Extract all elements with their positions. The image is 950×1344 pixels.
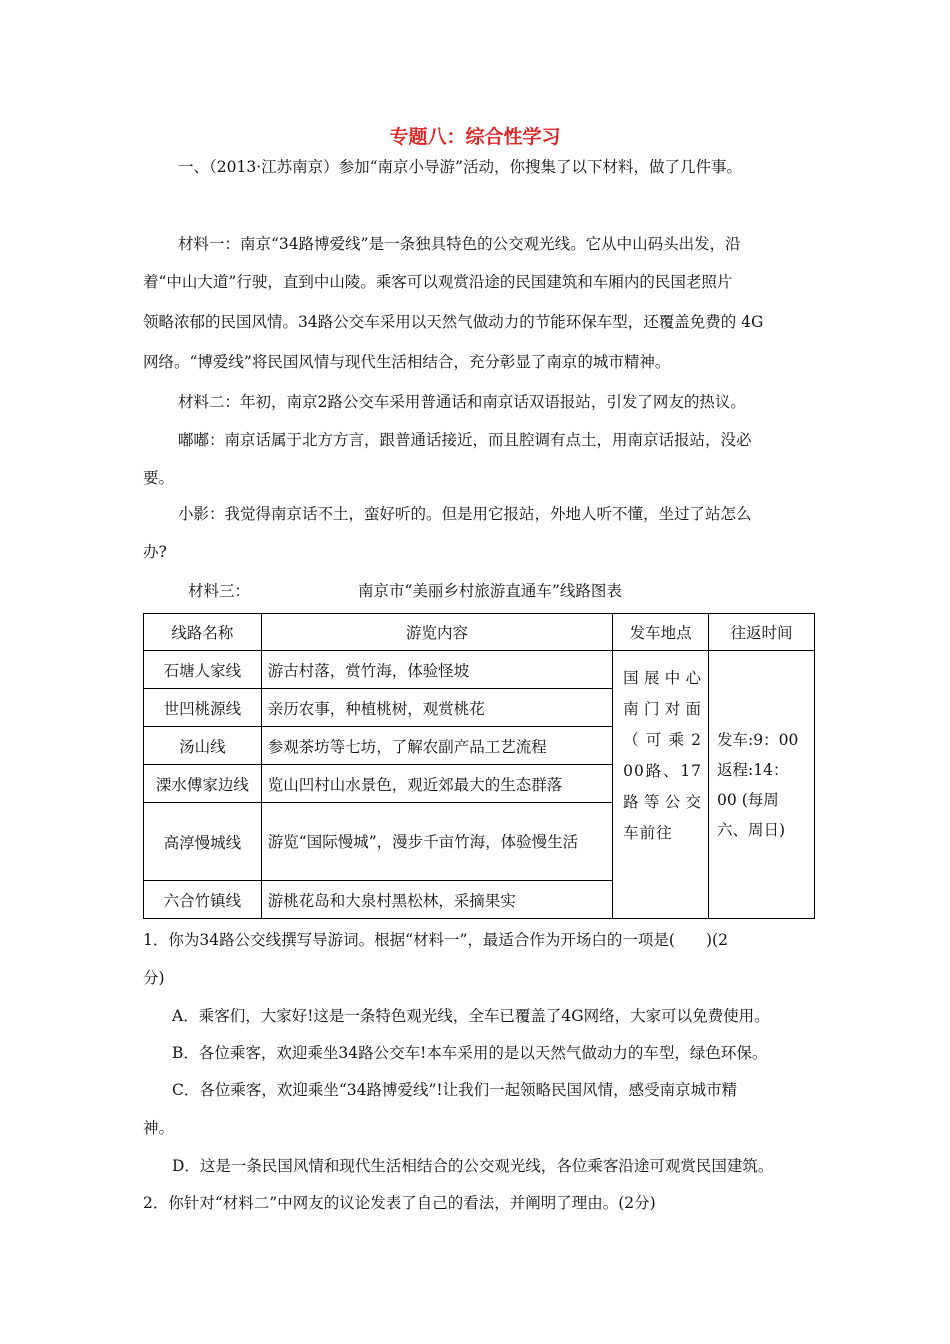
page-title: 专题八：综合性学习 [389, 126, 561, 148]
option-b: B．各位乘客，欢迎乘坐34路公交车!本车采用的是以天然气做动力的车型，绿色环保。 [172, 1044, 768, 1062]
option-c: 神。 [143, 1119, 175, 1137]
route-content: 游览“国际慢城”，漫步千亩竹海，体验慢生活 [261, 803, 612, 881]
material1-line: 领略浓郁的民国风情。34路公交车采用以天然气做动力的节能环保车型，还覆盖免费的 4G [143, 313, 764, 331]
dudu-line: 嘟嘟：南京话属于北方方言，跟普通话接近，而且腔调有点土，用南京话报站，没必 [178, 431, 752, 449]
route-name: 六合竹镇线 [144, 881, 262, 919]
intro-text: 一、（2013·江苏南京）参加“南京小导游”活动，你搜集了以下材料，做了几件事。 [178, 158, 742, 176]
route-content: 参观茶坊等七坊，了解农副产品工艺流程 [261, 727, 612, 765]
table-caption: 南京市“美丽乡村旅游直通车”线路图表 [358, 582, 622, 600]
question-2: 2．你针对“材料二”中网友的议论发表了自己的看法，并阐明了理由。(2分) [143, 1194, 656, 1212]
xiaoying-line: 办? [143, 543, 167, 561]
question-1: 分) [143, 969, 165, 987]
route-table [143, 613, 815, 919]
route-name: 溧水傅家边线 [144, 765, 262, 803]
material3-label: 材料三： [188, 582, 251, 600]
header-cell: 游览内容 [261, 614, 612, 651]
question-1: 1．你为34路公交线撰写导游词。根据“材料一”，最适合作为开场白的一项是( )(2 [143, 931, 728, 949]
header-cell: 线路名称 [144, 614, 262, 651]
material2-text: 材料二：年初，南京2路公交车采用普通话和南京话双语报站，引发了网友的热议。 [178, 393, 746, 411]
route-name: 汤山线 [144, 727, 262, 765]
departure-time: 发车:9：00 返程:14：00 (每周六、周日) [709, 651, 815, 919]
table-row [144, 651, 815, 689]
route-name: 高淳慢城线 [144, 803, 262, 881]
xiaoying-line: 小影：我觉得南京话不土，蛮好听的。但是用它报站，外地人听不懂，坐过了站怎么 [178, 505, 752, 523]
material1-line: 网络。“博爱线”将民国风情与现代生活相结合，充分彰显了南京的城市精神。 [143, 353, 671, 371]
header-cell: 发车地点 [613, 614, 709, 651]
route-content: 游桃花岛和大泉村黑松林，采摘果实 [261, 881, 612, 919]
dudu-line: 要。 [143, 469, 175, 487]
route-content: 亲历农事，种植桃树，观赏桃花 [261, 689, 612, 727]
header-cell: 往返时间 [709, 614, 815, 651]
material1-line: 着“中山大道”行驶，直到中山陵。乘客可以观赏沿途的民国建筑和车厢内的民国老照片 [143, 273, 733, 291]
option-d: D．这是一条民国风情和现代生活相结合的公交观光线，各位乘客沿途可观赏民国建筑。 [172, 1157, 774, 1175]
route-content: 游古村落，赏竹海，体验怪坡 [261, 651, 612, 689]
route-name: 世凹桃源线 [144, 689, 262, 727]
route-content: 览山凹村山水景色，观近郊最大的生态群落 [261, 765, 612, 803]
material1-line: 材料一：南京“34路博爱线”是一条独具特色的公交观光线。它从中山码头出发，沿 [178, 235, 741, 253]
option-c: C．各位乘客，欢迎乘坐“34路博爱线”!让我们一起领略民国风情，感受南京城市精 [172, 1081, 738, 1099]
departure-place: 国展中心南门对面（可乘2 00路、17路等公交车前往 [613, 651, 709, 919]
option-a: A．乘客们，大家好!这是一条特色观光线，全车已覆盖了4G网络，大家可以免费使用。 [172, 1007, 770, 1025]
route-name: 石塘人家线 [144, 651, 262, 689]
